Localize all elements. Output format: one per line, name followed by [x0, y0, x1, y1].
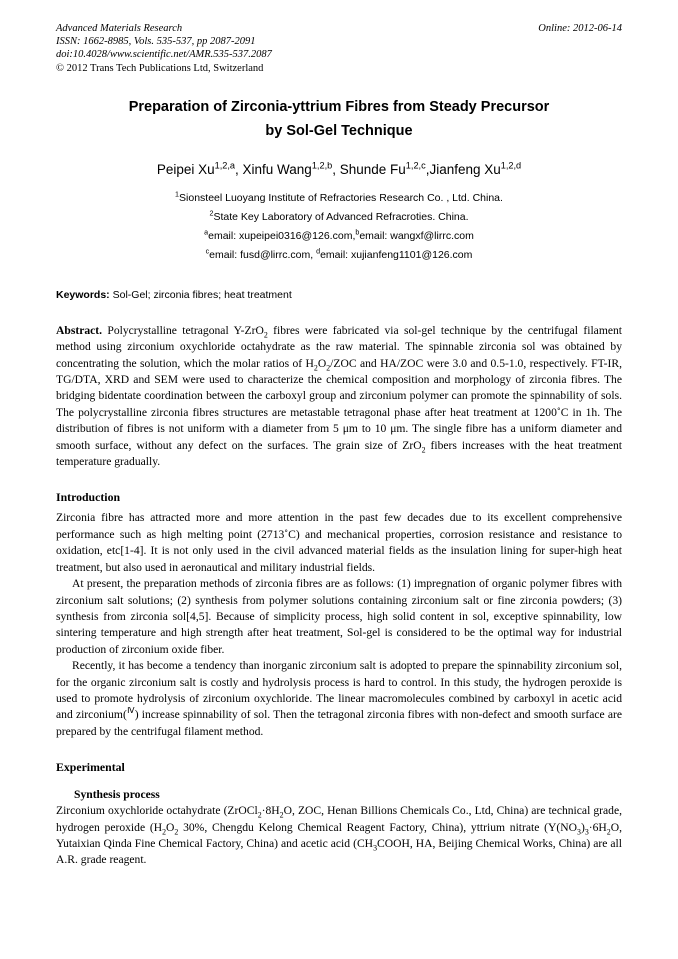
email-d: email: xujianfeng1101@126.com	[320, 248, 473, 261]
online-date: Online: 2012-06-14	[538, 23, 622, 34]
intro-p3-roman: Ⅳ	[126, 706, 135, 716]
affiliation-2	[56, 208, 622, 227]
affiliations	[56, 189, 622, 265]
synth-text-d: O	[166, 820, 175, 834]
affiliation-1-marker: 1	[175, 190, 180, 199]
section-heading-experimental: Experimental	[56, 760, 125, 775]
journal-name: Advanced Materials Research	[56, 23, 183, 34]
copyright-line: © 2012 Trans Tech Publications Ltd, Switzerland	[56, 62, 264, 74]
subsection-heading-synthesis: Synthesis process	[74, 788, 160, 802]
abstract-sub-2: 2	[313, 362, 318, 372]
abstract-sub-4: 2	[421, 444, 426, 454]
intro-paragraph-1: Zirconia fibre has attracted more and more attention in the past few decades due to its excellent comprehensive performance such as high melting point (2713˚C) and mechanical properties, corrosion resistance and resistance to oxidation, etc[1-4]. It is not only used in the civil advanced material fields as the insulation lining for super-high heat treatment, but also used in aeronautical and military industrial fields.	[56, 511, 622, 574]
author-1-name: Peipei Xu	[156, 161, 215, 177]
author-4-affil-marker: 1,2,d	[500, 160, 522, 171]
title-line-1: Preparation of Zirconia-yttrium Fibres from Steady Precursor	[128, 98, 550, 115]
doi-line: doi:10.4028/www.scientific.net/AMR.535-537.2087	[56, 49, 272, 61]
affiliation-2-marker: 2	[209, 209, 214, 218]
abstract-block	[56, 323, 622, 471]
author-3-affil-marker: 1,2,c	[405, 160, 426, 171]
abstract-sub-1: 2	[263, 330, 268, 340]
synth-text-i: COOH, HA, Beijing Chemical Works, China) are all A.R. grade reagent.	[56, 836, 622, 867]
email-line-2	[56, 246, 622, 265]
author-3-name: , Shunde Fu	[332, 161, 406, 177]
email-c: email: fusd@lirrc.com,	[209, 248, 317, 261]
intro-p3-text-a: Recently, it has become a tendency than inorganic zirconium salt is adopted to prepare the spinnability zirconium sol, for the organic zirconium salt is costly and hydrolysis process is hard to control. In this study, the hydrogen peroxide is used to promote hydrolysis of zirconium oxychloride. The linear macromolecules combined by carboxyl in acetic acid and zirconium(	[56, 659, 622, 722]
keywords-label: Keywords:	[56, 288, 110, 301]
affiliation-1-text: Sionsteel Luoyang Institute of Refractories Research Co. , Ltd. China.	[179, 191, 503, 204]
email-marker-b: b	[355, 228, 360, 237]
abstract-text-3: O	[317, 356, 327, 370]
synth-sub-1: 2	[257, 810, 262, 820]
synth-sub-6: 3	[584, 826, 589, 836]
synth-sub-5: 3	[577, 826, 581, 836]
email-marker-a: a	[204, 228, 209, 237]
author-4-name: ,Jianfeng Xu	[425, 161, 501, 177]
keywords-line	[56, 289, 622, 301]
email-marker-d: d	[316, 247, 321, 256]
synth-text-f: )	[580, 820, 585, 834]
abstract-text-2: fibres were fabricated via sol-gel technique by the centrifugal filament method using zirconium oxychloride octahydrate as the raw material. The spinnable zirconia sol was obtained by concentrating the solution, which the molar ratios of H	[56, 323, 622, 370]
abstract-text-1: Polycrystalline tetragonal Y-ZrO	[102, 323, 264, 337]
intro-paragraph-3	[56, 658, 622, 740]
synth-text-c: O, ZOC, Henan Billions Chemicals Co., Ltd, China) are technical grade, hydrogen peroxide (H	[56, 804, 622, 834]
synth-text-a: Zirconium oxychloride octahydrate (ZrOCl	[56, 804, 258, 818]
page-header	[56, 22, 622, 75]
synth-sub-3: 2	[162, 826, 167, 836]
abstract-text-5: fibers increases with the heat treatment temperature gradually.	[56, 438, 622, 469]
synth-text-g: ·6H	[588, 820, 607, 834]
author-2-affil-marker: 1,2,b	[311, 160, 333, 171]
affiliation-2-text: State Key Laboratory of Advanced Refracroties. China.	[213, 210, 469, 223]
page-title	[56, 95, 622, 143]
keywords-value: Sol-Gel; zirconia fibres; heat treatment	[112, 288, 292, 301]
email-line-1	[56, 227, 622, 246]
synth-sub-7: 2	[606, 826, 611, 836]
issn-line: ISSN: 1662-8985, Vols. 535-537, pp 2087-2091	[56, 36, 256, 48]
author-list	[56, 161, 622, 179]
synth-sub-8: 3	[373, 843, 377, 853]
intro-paragraph-2: At present, the preparation methods of zirconia fibres are as follows: (1) impregnation of organic polymer fibres with zirconium salt solutions; (2) synthesis from polymer solutions containing zirconium salt or fine zirconia powders; (3) synthesis from zirconia sol[4,5]. Because of simplicity process, high solid content in sol, exceptive spinnability, low sintering temperature and high strength after heat treatment, Sol-gel is considered to be the optimal way for industrial production of zirconium oxide fiber.	[56, 577, 622, 656]
synthesis-paragraph-1	[56, 803, 622, 869]
synth-text-h: O, Yutaixian Qinda Fine Chemical Factory, China) and acetic acid (CH	[56, 820, 622, 850]
abstract-text-4: /ZOC and HA/ZOC were 3.0 and 0.5-1.0, respectively. FT-IR, TG/DTA, XRD and SEM were used to characterize the chemical composition and morphology of zirconia fibres. The bridging bidentate coordination between the carboxyl group and zirconium polymer can promote the spinnability of sols. The polycrystalline zirconia fibres structures are metastable tetragonal phase after heat treatment at 1200˚C in 1h. The distribution of fibres is not uniform with a diameter from 5 μm to 10 μm. The single fibre has a uniform diameter and smooth surface, without any defect on the surfaces. The grain size of ZrO	[56, 356, 622, 452]
synth-sub-2: 2	[279, 810, 284, 820]
synth-text-e: 30%, Chengdu Kelong Chemical Reagent Factory, China), yttrium nitrate (Y(NO	[178, 820, 577, 834]
abstract-sub-3: 2	[326, 362, 331, 372]
title-line-2: by Sol-Gel Technique	[265, 122, 413, 139]
email-b: email: wangxf@lirrc.com	[359, 229, 474, 242]
affiliation-1	[56, 189, 622, 208]
intro-p3-text-b: ) increase spinnability of sol. Then the tetragonal zirconia fibres with non-defect and smooth surface are prepared by the centrifugal filament method.	[56, 708, 622, 738]
author-1-affil-marker: 1,2,a	[214, 160, 236, 171]
email-marker-c: c	[205, 247, 210, 256]
email-a: email: xupeipei0316@126.com,	[208, 229, 356, 242]
synth-text-b: ·8H	[261, 804, 280, 818]
section-heading-introduction: Introduction	[56, 490, 121, 505]
abstract-label: Abstract.	[56, 323, 103, 337]
author-2-name: , Xinfu Wang	[235, 161, 312, 177]
synth-sub-4: 2	[174, 826, 179, 836]
